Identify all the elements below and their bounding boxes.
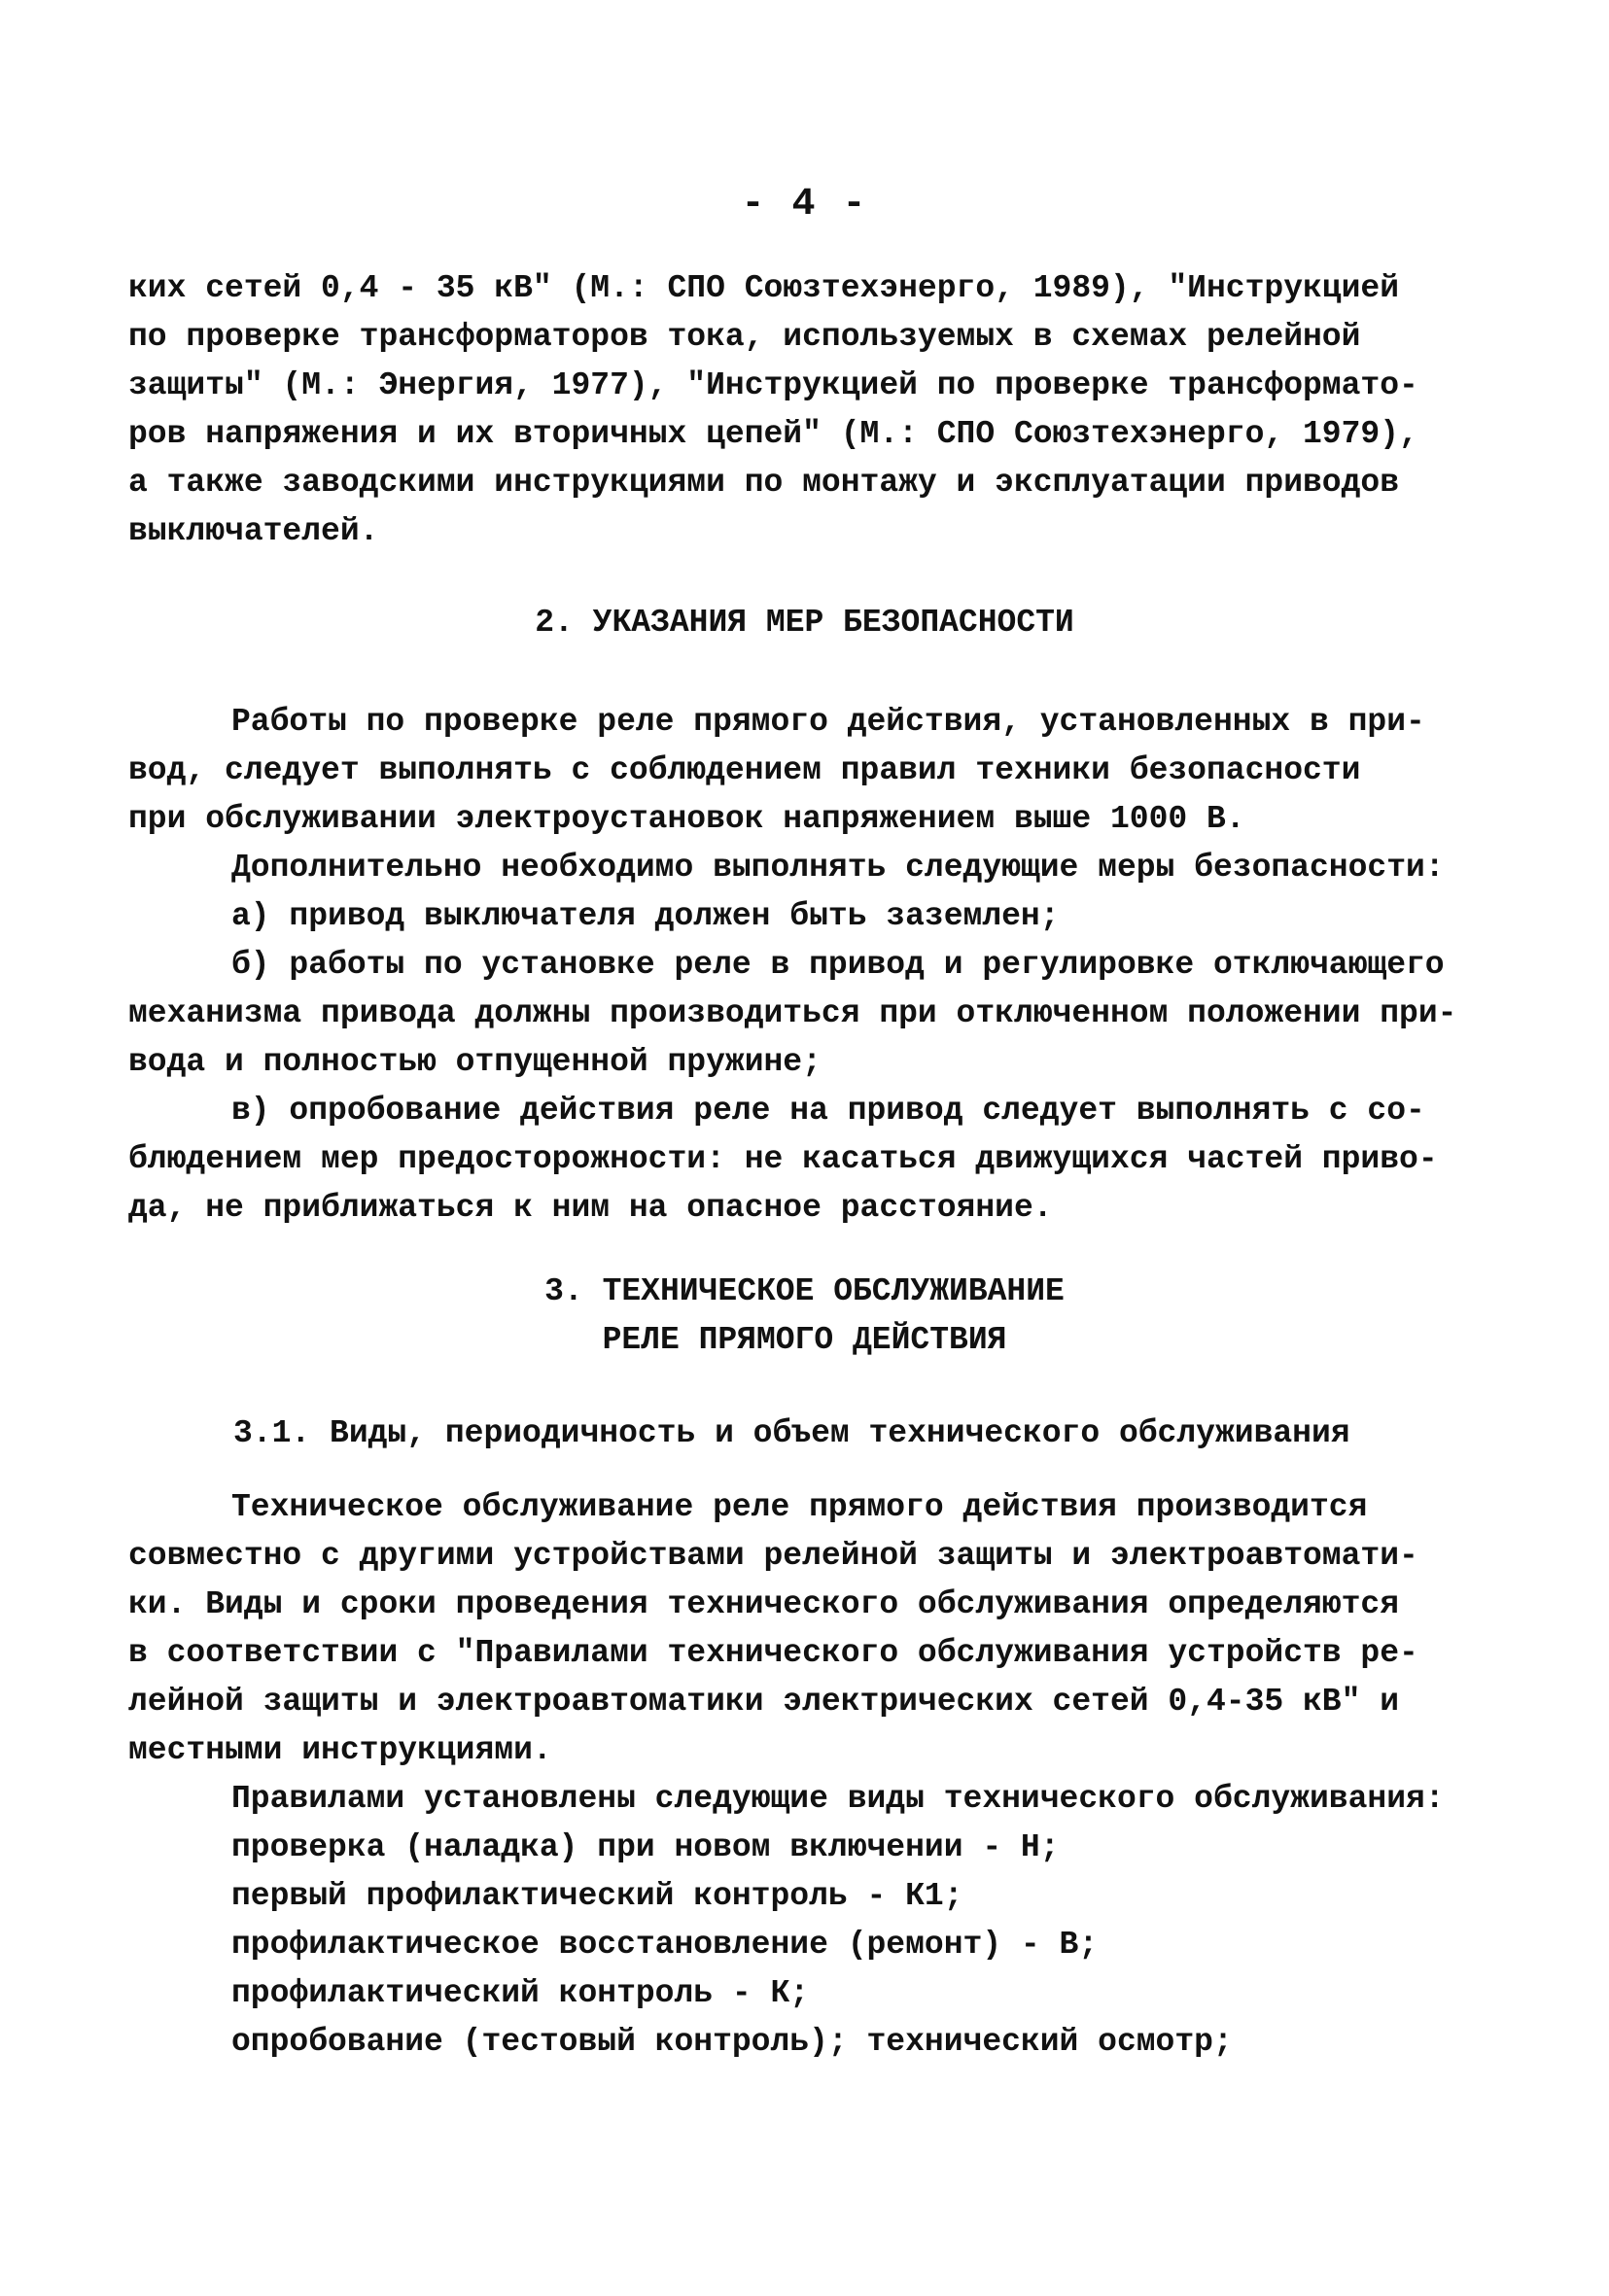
text-line: Дополнительно необходимо выполнять следующие меры безопасности:	[231, 850, 1445, 886]
intro-paragraph	[128, 264, 1480, 556]
text-line: ки. Виды и сроки проведения технического обслуживания определяются	[128, 1586, 1400, 1622]
section-3-heading-line-1: 3. ТЕХНИЧЕСКОЕ ОБСЛУЖИВАНИЕ	[544, 1273, 1065, 1309]
list-item: опробование (тестовый контроль); технический осмотр;	[231, 2024, 1233, 2060]
section-3-heading-line-2: РЕЛЕ ПРЯМОГО ДЕЙСТВИЯ	[602, 1322, 1007, 1358]
subsection-3-1-heading: 3.1. Виды, периодичность и объем технического обслуживания	[233, 1415, 1350, 1451]
text-line: выключателей.	[128, 513, 379, 549]
list-item: профилактическое восстановление (ремонт) - В;	[231, 1927, 1099, 1963]
list-item: в) опробование действия реле на привод следует выполнять с со-	[231, 1093, 1425, 1129]
text-line: вода и полностью отпущенной пружине;	[128, 1044, 822, 1080]
text-line: да, не приближаться к ним на опасное расстояние.	[128, 1190, 1053, 1226]
section-3-body	[128, 1483, 1480, 2067]
list-item: проверка (наладка) при новом включении - Н;	[231, 1829, 1060, 1865]
text-line: ких сетей 0,4 - 35 кВ" (М.: СПО Союзтехэнерго, 1989), "Инструкцией	[128, 270, 1400, 306]
text-line: а также заводскими инструкциями по монтажу и эксплуатации приводов	[128, 465, 1400, 501]
text-line: при обслуживании электроустановок напряжением выше 1000 В.	[128, 801, 1245, 837]
list-item: б) работы по установке реле в привод и регулировке отключающего	[231, 947, 1445, 983]
page-number: - 4 -	[741, 183, 868, 226]
text-line: в соответствии с "Правилами технического обслуживания устройств ре-	[128, 1635, 1418, 1671]
text-line: лейной защиты и электроавтоматики электрических сетей 0,4-35 кВ" и	[128, 1684, 1400, 1720]
text-line: блюдением мер предосторожности: не касаться движущихся частей приво-	[128, 1141, 1438, 1177]
list-item: профилактический контроль - К;	[231, 1975, 810, 2011]
list-item: первый профилактический контроль - К1;	[231, 1878, 963, 1914]
text-line: защиты" (М.: Энергия, 1977), "Инструкцией по проверке трансформато-	[128, 367, 1418, 403]
text-line: механизма привода должны производиться при отключенном положении при-	[128, 995, 1457, 1031]
section-2-heading: 2. УКАЗАНИЯ МЕР БЕЗОПАСНОСТИ	[535, 605, 1074, 641]
text-line: Работы по проверке реле прямого действия, установленных в при-	[231, 704, 1425, 740]
list-item: а) привод выключателя должен быть заземлен;	[231, 898, 1060, 934]
text-line: Правилами установлены следующие виды технического обслуживания:	[231, 1781, 1445, 1817]
text-line: Техническое обслуживание реле прямого действия производится	[231, 1489, 1368, 1525]
text-line: местными инструкциями.	[128, 1732, 552, 1768]
text-line: ров напряжения и их вторичных цепей" (М.: СПО Союзтехэнерго, 1979),	[128, 416, 1418, 452]
text-line: вод, следует выполнять с соблюдением правил техники безопасности	[128, 752, 1361, 788]
section-2-body	[128, 698, 1480, 1233]
text-line: совместно с другими устройствами релейной защиты и электроавтомати-	[128, 1538, 1418, 1574]
text-line: по проверке трансформаторов тока, используемых в схемах релейной	[128, 319, 1361, 355]
